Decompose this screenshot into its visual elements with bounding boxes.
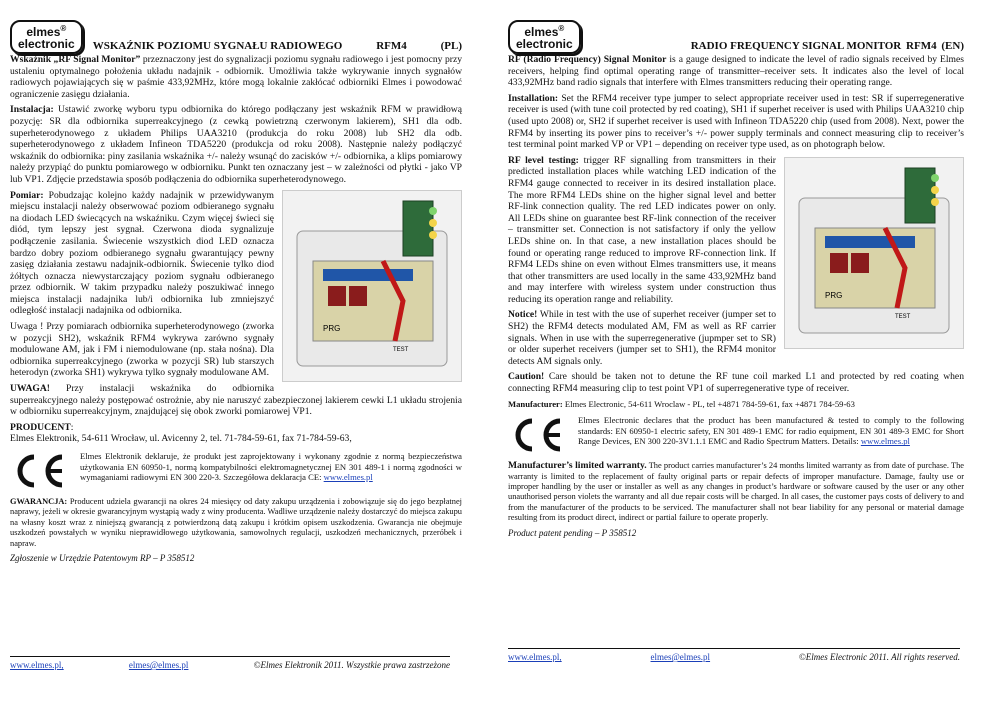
en-footer-copyright: ©Elmes Electronic 2011. All rights reserved. — [798, 652, 960, 662]
pl-header — [10, 18, 462, 54]
en-test: RF level testing: trigger RF signalling from transmitters in their predicted installation places while watching LED indication of the RFM4 gauge connected to receiver in its desired installation place. The more RFM4 LEDs shine on the higher signal level and better RF-link connection quality. The red LED indicates power on only. All LEDs shine on guarantee best RF-link connection of the receiver – transmitter set. Connection is not satisfactory if only the yellow LEDs shine on. In that case, a new installation places should be found or operating range reduced to improve RF-connection link. If RFM4 LEDs shine on even without Elmes transmitters use, it means that other transmitters are used locally in the same 433,92MHz band and may interfere with wireless system under construction thus reducing its operation range and reliability. — [508, 154, 776, 305]
pl-warning: UWAGA! Przy instalacji wskaźnika do odbiornika superreakcyjnego należy postępować ostrożnie, aby nie naruszyć zabezpieczonej lakierem cewki L1 układu strojenia w odbiorniku superreakcyjnym, znajdującej się obok zworki pomiarowej VP1. — [10, 383, 462, 418]
elmes-logo: elmes® electronic — [508, 20, 581, 54]
en-footer — [508, 648, 960, 662]
elmes-logo: elmes® electronic — [10, 20, 83, 54]
test-label: TEST — [895, 313, 911, 320]
pl-page-title: WSKAŹNIK POZIOMU SYGNAŁU RADIOWEGO RFM4 (PL) — [92, 40, 462, 52]
ce-mark-icon — [508, 415, 568, 455]
en-caution: Caution! Care should be taken not to detune the RF tune coil marked L1 and protected by red coating when connecting RFM4 measuring clip to test point VP1 of superregenerative type of receiver. — [508, 371, 964, 395]
pl-footer — [10, 656, 450, 670]
receiver-photo-illustration — [785, 158, 963, 348]
receiver-photo-illustration — [283, 191, 461, 381]
pl-device-photo — [282, 190, 462, 382]
en-manufacturer: Manufacturer: Elmes Electronic, 54-611 Wroclaw - PL, tel +4871 784-59-61, fax +4871 784-59-63 — [508, 398, 855, 409]
pl-footer-web-link[interactable]: www.elmes.pl, — [10, 660, 64, 670]
pl-ce-declaration: Elmes Elektronik deklaruje, że produkt jest zaprojektowany i wykonany zgodnie z normą bezpieczeństwa użytkowania EN 60950-1, normą kompatybilności elektromagnetycznej EN 301 489-1 i normą zgodności w wymaganiami radiowymi EN 300 220-3. Szczegółowa deklaracja CE: www.elmes.pl — [10, 451, 462, 491]
en-ce-link[interactable]: www.elmes.pl — [860, 436, 910, 447]
en-warranty: Manufacturer’s limited warranty. The product carries manufacturer’s 24 months limited warranty as from date of purchase. The warranty is limited to the replacement of faulty original parts or repair defects of improper manufacture. Damage, faulty use or improper handling by the user or installer as well as any changes in product’s hardware or software caused by the user or any other unauthorised person violets the warranty and all due repair costs will be charged. In all cases, the customer pays costs of delivery to and from the manufacturer of the products to be serviced. The manufacturer shall not bear liability for any personal or material damage resulting from its product direct, indirect or partial failure to operate properly. — [508, 460, 964, 523]
en-footer-mail-link[interactable]: elmes@elmes.pl — [650, 652, 711, 662]
pl-note: Uwaga ! Przy pomiarach odbiornika superheterodynowego (zworka w pozycji SH2), wskaźnik RFM4 wykrywa zarówno sygnały modulowane AM, jak i FM i niemodulowane (np. stała nośna). Dla odbiornika superreakcyjnego (zworka w pozycji SR) lub starszych heterodyn (zworka SH1) wykrywa tylko sygnały modulowane AM. — [10, 321, 274, 379]
pl-footer-mail-link[interactable]: elmes@elmes.pl — [128, 660, 189, 670]
en-notice: Notice! While in test with the use of superhet receiver (jumper set to SH2) the RFM4 detects modulated AM, FM as well as RF carrier signals. When in use with the superregenerative (jupmper set to SR) or older superhet receivers (jumper set to SH1), the RFM4 monitor detects AM signals only. — [508, 309, 776, 367]
en-footer-web-link[interactable]: www.elmes.pl, — [508, 652, 562, 662]
en-intro: RF (Radio Frequency) Signal Monitor is a gauge designed to indicate the level of radio signals received by Elmes receivers, helping find optimal operating range of transmitter–receiver sets. It indicates also the level of local 433,92MHz band radio signals that interfere with Elmes transmitters reducing their operating range. — [508, 54, 964, 89]
en-page-title: RADIO FREQUENCY SIGNAL MONITOR RFM4 (EN) — [690, 40, 964, 52]
pl-install: Instalacja: Ustawić zworkę wyboru typu odbiornika do którego podłączany jest wskaźnik RFM w prawidłową pozycję: SR dla odbiornika superreakcyjnego (z cewką powietrzną czerwonym lakierem), SH1 dla odb. superheterodynowego z układem Philips UAA3210 (produkcja do roku 2008) lub SH2 dla odb. superheterodynowego z układem Infineon TDA5220 (produkcja od roku 2008). Następnie należy podłączyć wskaźnik do odbiornika: piny zasilania wskaźnika +/- należy wsunąć do zacisków +/- odbiornika, a klips pomiarowy należy przypiąć do punktu pomiarowego w odbiorniku. Punkt ten oznaczany jest – w zależności od płytki - jako VP lub VP1. Zdjęcie przedstawia sposób podłączenia do odbiornika superheterodynowego. — [10, 104, 462, 185]
pl-column — [10, 18, 462, 569]
pl-intro: Wskaźnik „RF Signal Monitor” przeznaczony jest do sygnalizacji poziomu sygnału radiowego i jest pomocny przy ustaleniu optymalnego położenia układu nadajnik - odbiornik. Umożliwia także wykrywanie innych sygnałów radiowych pojawiających się w paśmie 433,92MHz, które mogą lokalnie zakłócać odbiorniki Elmes i powodować ograniczenie zasięgu działania. — [10, 54, 462, 100]
en-column — [508, 18, 964, 543]
en-patent: Product patent pending – P 358512 — [508, 527, 637, 538]
pl-warranty: GWARANCJA: Producent udziela gwarancji na okres 24 miesięcy od daty zakupu urządzenia i zobowiązuje się do jego bezpłatnej naprawy, jeżeli w okresie gwarancyjnym wystąpią wady z winy producenta. Wadliwe urządzenie należy dostarczyć do miejsca zakupu na własny koszt wraz z niniejszą gwarancją z potwierdzoną datą zakupu i krótkim opisem uszkodzenia. Gwarancja nie obejmuje uszkodzeń powstałych w wyniku nieprawidłowego użytkowania, samowolnych regulacji, uszkodzeń mechanicznych, przeróbek i napraw. — [10, 497, 462, 548]
en-install: Installation: Set the RFM4 receiver type jumper to select appropriate receiver used in test: SR if superregenerative receiver is used (with tune coil protected by red coating), SH1 if superhet receiver is used with Philips UAA3210 chip (used upto 2008) or, SH2 if superhet receiver is used with Infineon TDA5220 chip (used from 2008). Next, power the RFM4 by inserting its power pins to receiver’s +/- power supply terminals and connect measuring clip to receiver’s test terminal point marked VP or VP1 – depending on receiver type used, as on photograph below. — [508, 92, 964, 151]
ce-mark-icon — [10, 451, 70, 491]
en-device-photo — [784, 157, 964, 349]
pl-producer: PRODUCENT: Elmes Elektronik, 54-611 Wrocław, ul. Avicenny 2, tel. 71-784-59-61, fax 71-784-59-63, — [10, 421, 352, 445]
prg-label: PRG — [323, 323, 341, 333]
pl-footer-copyright: ©Elmes Elektronik 2011. Wszystkie prawa zastrzeżone — [253, 660, 450, 670]
test-label: TEST — [393, 346, 409, 353]
en-ce-declaration: Elmes Electronic declares that the product has been manufactured & tested to comply to the following standards: EN 60950-1 electric safety, EN 301 489-1 EMC for radio equipment, EN 301 489-3 EMC for Short Range Devices, EN 300 220-3V1.1.1 EMC and Radio Spectrum Matters. Details: www.elmes.pl — [508, 415, 964, 455]
pl-patent: Zgłoszenie w Urzędzie Patentowym RP – P 358512 — [10, 553, 195, 564]
prg-label: PRG — [825, 290, 843, 300]
en-header — [508, 18, 964, 54]
pl-measure: Pomiar: Pobudzając kolejno każdy nadajnik w przewidywanym miejscu instalacji należy obserwować poziom odbieranego sygnału na diodach LED świecących na wskaźniku. Czym więcej świeci się diód, tym lepszy jest sygnał. Czerwona dioda sygnalizuje podłączenie zasilania. Świecenie wszystkich diod LED oznacza bardzo dobry poziom odbieranego sygnału gwarantujący pewny zasięg działania zestawu nadajnik-odbiornik. Świecenie tylko diod żółtych oznacza niewystarczający poziom sygnału odbieranego przez odbiornik. W takim przypadku należy poszukiwać innego miejsca instalacji nadajnika lub/i odbiornika lub zmniejszyć odległość instalacji nadajnika od odbiornika. — [10, 189, 274, 317]
pl-ce-link[interactable]: www.elmes.pl — [323, 472, 373, 483]
